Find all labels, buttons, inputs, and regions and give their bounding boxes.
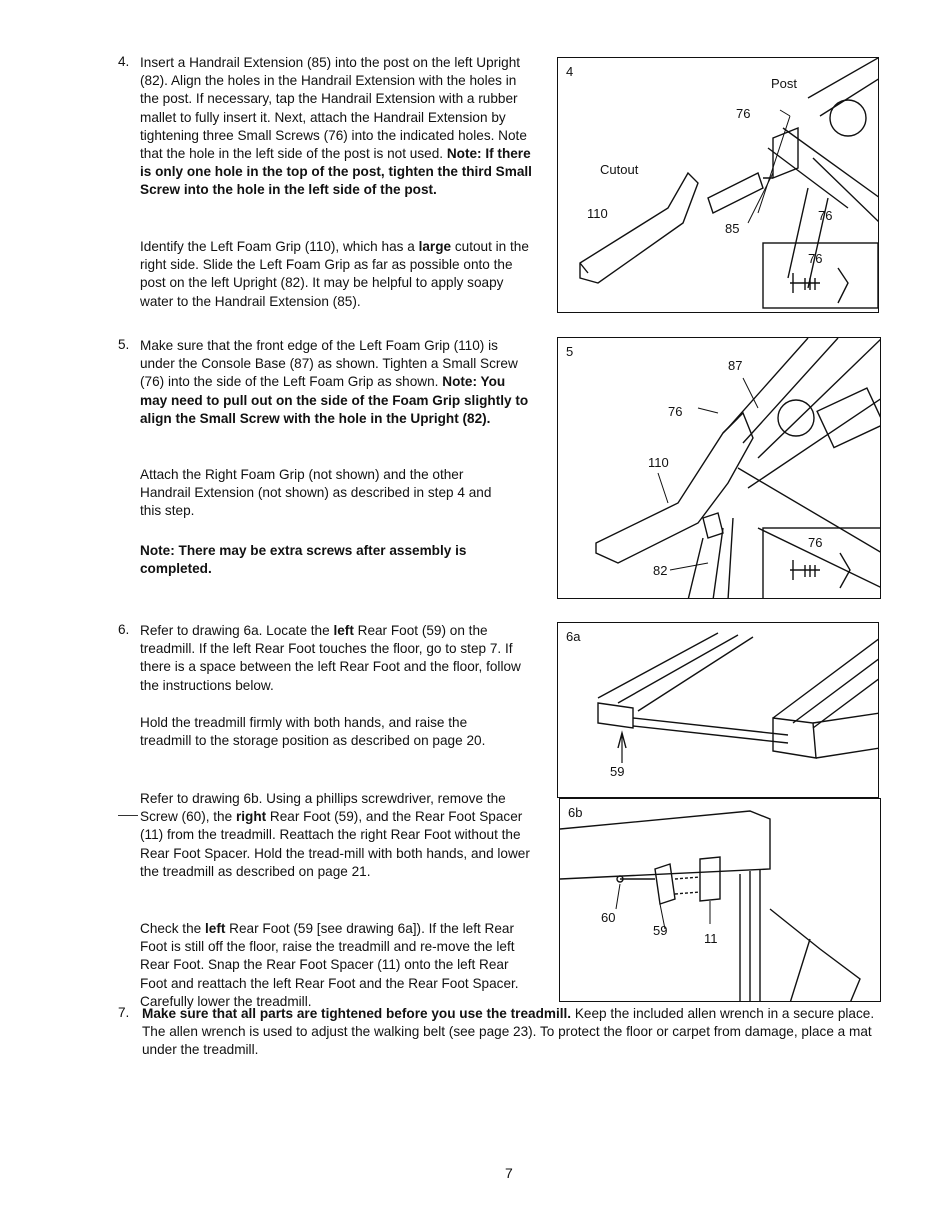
text-run: Note: You may need to pull out on the side of the Foam Grip slightly to align the Small Screw with the hole in the Upright (82).: [140, 374, 529, 426]
text-run: Identify the Left Foam Grip (110), which has a: [140, 239, 419, 254]
figure-6b-screw-60: 60: [601, 910, 616, 925]
step-6-number: 6.: [118, 622, 130, 637]
step-4-text: [140, 54, 532, 200]
figure-6b-rear-foot-59: 59: [653, 923, 668, 938]
text-run: Make sure that the front edge of the Left Foam Grip (110) is under the Console Base (87) as shown. Tighten a Small Screw (76) into the side of the Left Foam Grip as shown.: [140, 338, 518, 390]
figure-6a-drawing: [558, 623, 879, 798]
page-number: 7: [505, 1165, 513, 1181]
step-7-text: [142, 1005, 882, 1060]
figure-4-drawing: [558, 58, 879, 313]
figure-5-label: 5: [566, 344, 574, 359]
figure-5-screw-76: 76: [668, 404, 683, 419]
step-6-check-text: [140, 920, 532, 1011]
step-5-note: [140, 542, 532, 578]
text-run: Note: There may be extra screws after assembly is completed.: [140, 543, 467, 577]
text-run: Note: If there is only one hole in the top of the post, tighten the third Small Screw into the hole in the left side of the post.: [140, 146, 532, 198]
figure-5-upright-82: 82: [653, 563, 668, 578]
text-run: Make sure that all parts are tightened before you use the treadmill.: [142, 1006, 572, 1021]
text-run: right: [235, 809, 267, 825]
figure-5-foam-grip-110: 110: [648, 455, 669, 470]
pointer-mark: [118, 815, 138, 816]
text-run: Rear Foot (59 [see drawing 6a]). If the left Rear Foot is still off the floor, raise the treadmill and re-move the left Rear Foot. Snap the Rear Foot Spacer (11) onto the left Rear Foot and reattach the left Rear Foot and the Rear Foot Spacer. Carefully lower the treadmill.: [140, 921, 519, 1009]
text-run: Refer to drawing 6a. Locate the: [140, 623, 334, 638]
text-run: Insert a Handrail Extension (85) into the post on the left Upright (82). Align the holes in the Handrail Extension with the holes in the post. If necessary, tap the Handrail Extension with a rubber mallet to fully insert it. Next, attach the Handrail Extension by tightening three Small Screws (76) into the indicated holes. Note that the hole in the left side of the post is not used.: [140, 55, 527, 162]
text-run: large: [418, 239, 452, 254]
figure-4-screw-76-inset: 76: [808, 251, 823, 266]
text-run: left: [204, 921, 226, 936]
figure-5-screw-76-inset: 76: [808, 535, 823, 550]
text-run: cutout in the right side. Slide the Left Foam Grip as far as possible onto the post on the left Upright (82). It may be helpful to apply soapy water to the Handrail Extension (85).: [140, 239, 529, 309]
text-run: left: [333, 623, 354, 638]
figure-6b-spacer-11: 11: [704, 931, 718, 946]
figure-5-drawing: [558, 338, 881, 599]
text-run: Rear Foot (59), and the Rear Foot Spacer (11) from the treadmill. Reattach the right Rear Foot without the Rear Foot Spacer. Hold the tread-mill with both hands, and lower the treadmill as described on page 21.: [140, 809, 530, 879]
text-run: Attach the Right Foam Grip (not shown) and the other Handrail Extension (not shown) as described in step 4 and this step.: [140, 467, 492, 519]
step-6-text: [140, 622, 532, 695]
figure-4-label: 4: [566, 64, 574, 79]
figure-6b: [559, 798, 881, 1002]
step-6-raise-text: [140, 714, 520, 750]
text-run: Check the: [140, 921, 205, 936]
figure-4-post-label: Post: [771, 76, 798, 91]
text-run: Keep the included allen wrench in a secure place. The allen wrench is used to adjust the walking belt (see page 23). To protect the floor or carpet from damage, place a mat under the treadmill.: [142, 1006, 875, 1058]
step-5-right-grip-text: [140, 466, 512, 521]
text-run: Hold the treadmill firmly with both hands, and raise the treadmill to the storage position as described on page 20.: [140, 715, 486, 749]
step-6-drawing-6b-text: [140, 790, 532, 881]
figure-6a-label: 6a: [566, 629, 581, 644]
figure-6a-rear-foot-59: 59: [610, 764, 625, 779]
step-7-number: 7.: [118, 1005, 130, 1020]
figure-4-foam-grip-110: 110: [587, 206, 608, 221]
step-4-foam-grip-text: [140, 238, 532, 311]
step-4-number: 4.: [118, 54, 130, 69]
figure-5: [557, 337, 881, 599]
figure-4-extension-85: 85: [725, 221, 740, 236]
text-run: Rear Foot (59) on the treadmill. If the left Rear Foot touches the floor, go to step 7. If there is a space between the left Rear Foot and the floor, follow the instructions below.: [140, 623, 521, 693]
figure-6b-label: 6b: [568, 805, 583, 820]
figure-6b-drawing: [560, 799, 881, 1002]
figure-6a: [557, 622, 879, 798]
text-run: Refer to drawing 6b. Using a phillips screwdriver, remove the Screw (60), the: [140, 791, 506, 825]
figure-4: [557, 57, 879, 313]
figure-4-cutout-label: Cutout: [600, 162, 639, 177]
figure-4-screw-76-side: 76: [818, 208, 833, 223]
step-5-number: 5.: [118, 337, 130, 352]
figure-5-console-87: 87: [728, 358, 743, 373]
figure-4-screw-76-top: 76: [736, 106, 751, 121]
step-5-text: [140, 337, 532, 428]
